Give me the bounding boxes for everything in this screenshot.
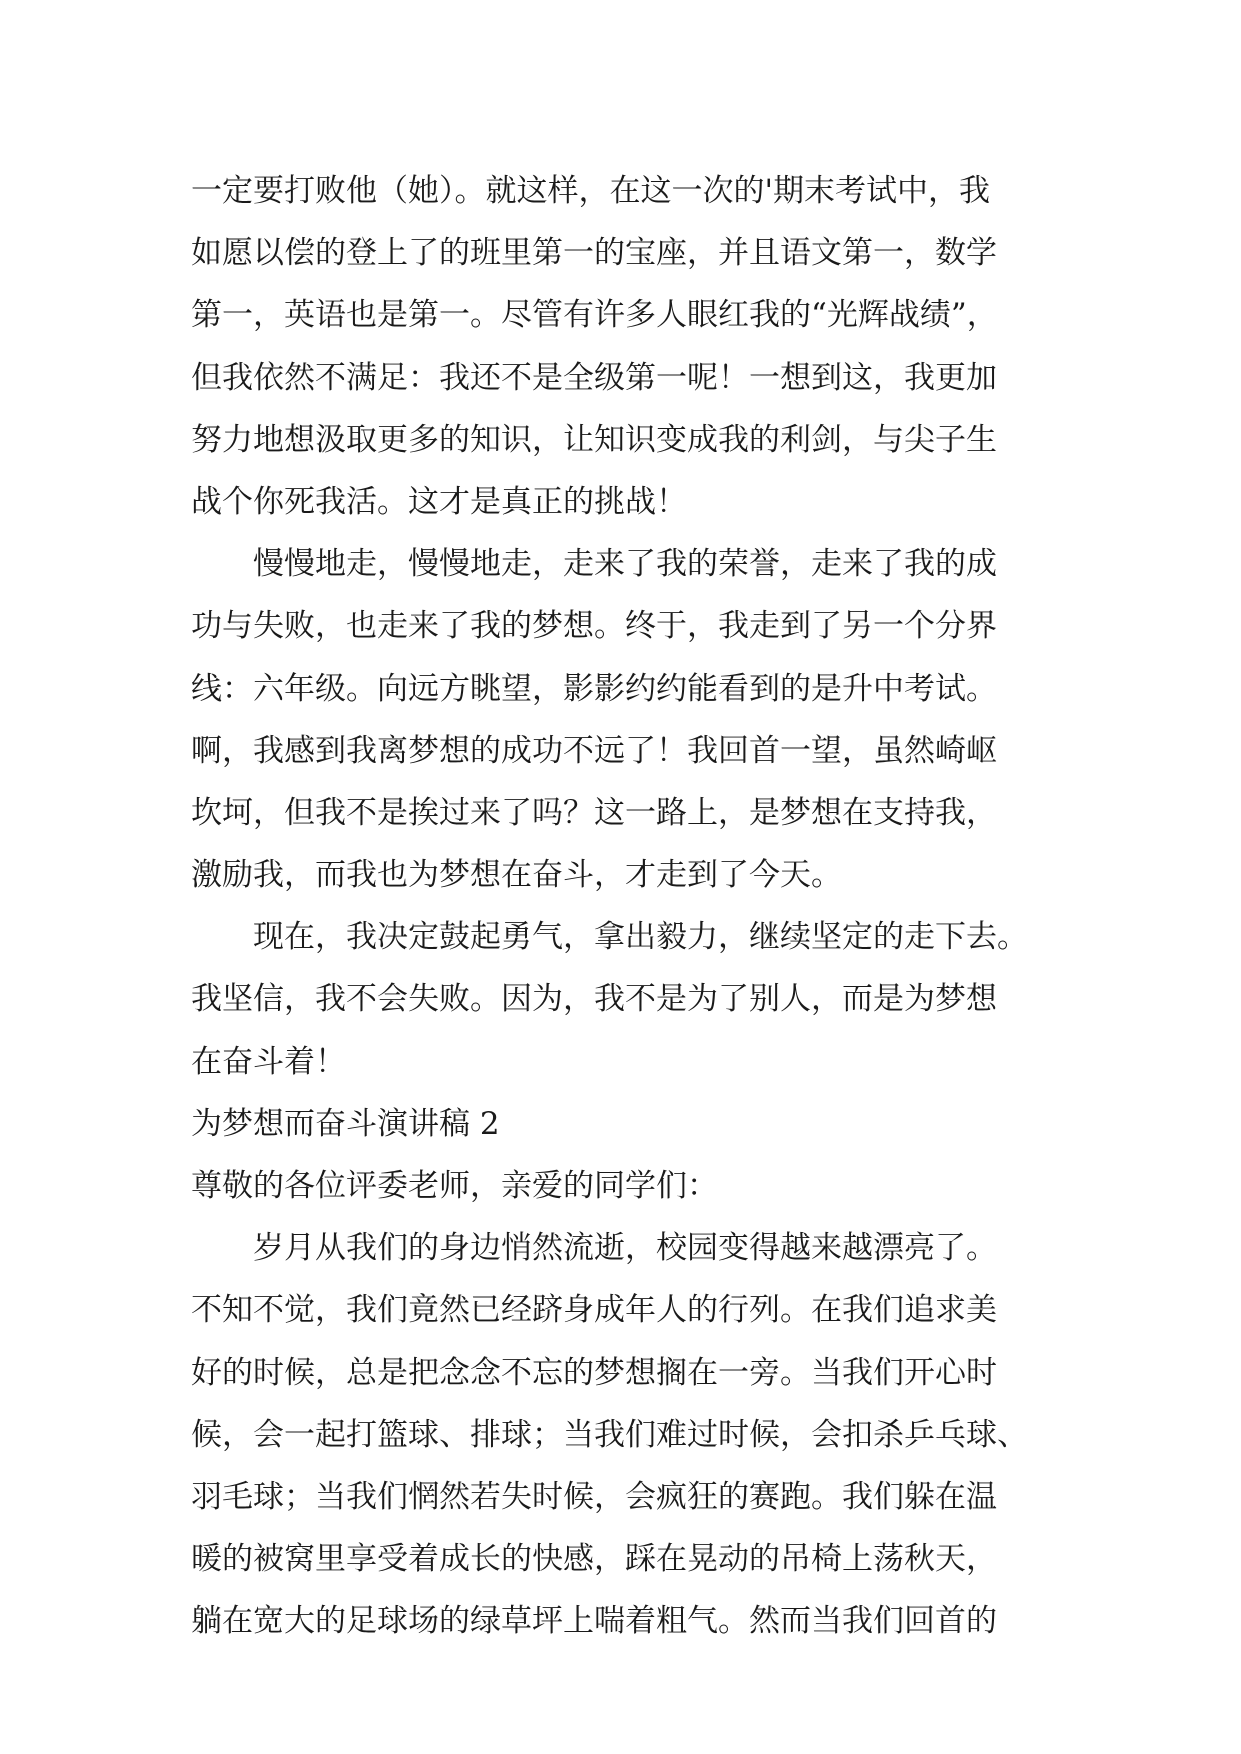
text-line: 坎坷，但我不是挨过来了吗？这一路上，是梦想在支持我，: [191, 794, 997, 831]
text-line: 好的时候，总是把念念不忘的梦想搁在一旁。当我们开心时: [191, 1354, 997, 1391]
text-line: 线：六年级。向远方眺望，影影约约能看到的是升中考试。: [191, 670, 997, 707]
text-line: 候，会一起打篮球、排球；当我们难过时候，会扣杀乒乓球、: [191, 1416, 1028, 1453]
document-body: [191, 160, 1071, 1653]
text-line: 躺在宽大的足球场的绿草坪上喘着粗气。然而当我们回首的: [191, 1603, 997, 1640]
text-line: 不知不觉，我们竟然已经跻身成年人的行列。在我们追求美: [191, 1292, 997, 1329]
paragraph-first-line: 岁月从我们的身边悄然流逝，校园变得越来越漂亮了。: [253, 1230, 997, 1267]
text-line: 激励我，而我也为梦想在奋斗，才走到了今天。: [191, 857, 842, 894]
text-line: 但我依然不满足：我还不是全级第一呢！一想到这，我更加: [191, 359, 997, 396]
text-line: 第一，英语也是第一。尽管有许多人眼红我的“光辉战绩”，: [191, 297, 998, 334]
text-line: 战个你死我活。这才是真正的挑战！: [191, 483, 687, 520]
text-line: 努力地想汲取更多的知识，让知识变成我的利剑，与尖子生: [191, 421, 997, 458]
paragraph-first-line: 慢慢地走，慢慢地走，走来了我的荣誉，走来了我的成: [253, 546, 997, 583]
text-line: 我坚信，我不会失败。因为，我不是为了别人，而是为梦想: [191, 981, 997, 1018]
salutation: 尊敬的各位评委老师，亲爱的同学们：: [191, 1168, 718, 1204]
text-line: 如愿以偿的登上了的班里第一的宝座，并且语文第一，数学: [191, 235, 997, 272]
text-line: 在奋斗着！: [191, 1043, 346, 1080]
text-line: 功与失败，也走来了我的梦想。终于，我走到了另一个分界: [191, 608, 997, 645]
text-line: 啊，我感到我离梦想的成功不远了！我回首一望，虽然崎岖: [191, 732, 997, 769]
text-line: 暖的被窝里享受着成长的快感，踩在晃动的吊椅上荡秋天，: [191, 1541, 997, 1578]
text-line: 一定要打败他（她）。就这样，在这一次的'期末考试中，我: [191, 173, 991, 209]
paragraph-first-line: 现在，我决定鼓起勇气，拿出毅力，继续坚定的走下去。: [253, 919, 1028, 956]
text-line: 羽毛球；当我们惘然若失时候，会疯狂的赛跑。我们躲在温: [191, 1478, 997, 1515]
section-heading: 为梦想而奋斗演讲稿 2: [191, 1105, 500, 1142]
